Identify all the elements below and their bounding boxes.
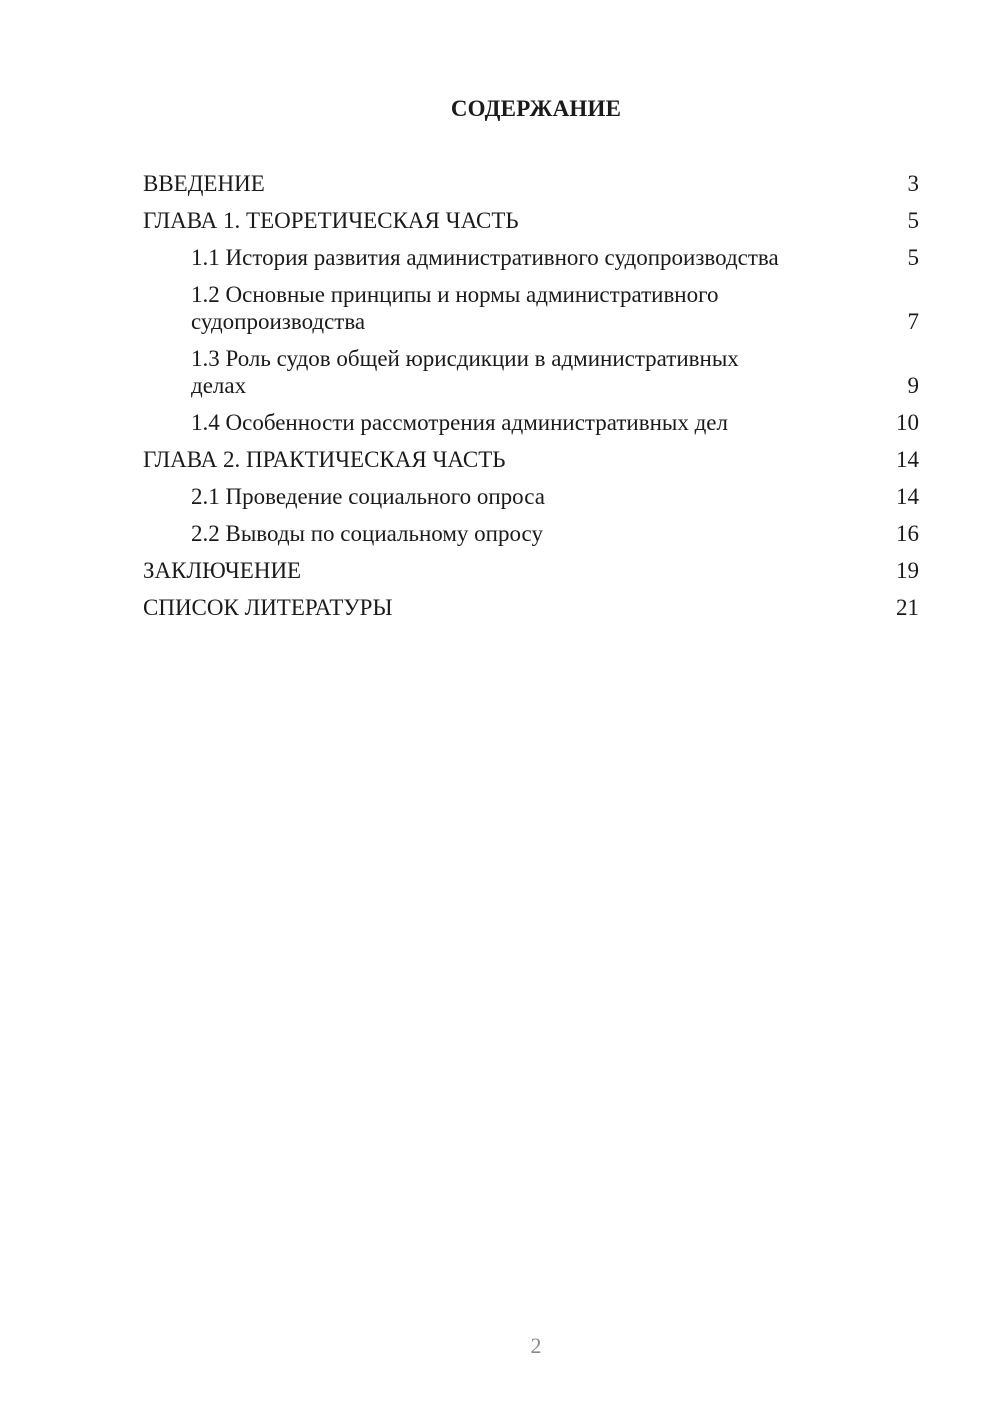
toc-entry-page: 14 xyxy=(896,447,919,472)
toc-entry-section-2-2[interactable] xyxy=(143,520,919,547)
toc-entry-page: 19 xyxy=(896,558,919,583)
toc-entry-page: 21 xyxy=(896,595,919,620)
toc-entry-page: 16 xyxy=(896,521,919,546)
toc-entry-references[interactable] xyxy=(143,594,919,621)
table-of-contents xyxy=(143,170,919,631)
toc-entry-introduction[interactable] xyxy=(143,170,919,197)
toc-entry-label: 2.2 Выводы по социальному опросу xyxy=(191,521,543,546)
page-title: СОДЕРЖАНИЕ xyxy=(450,96,622,121)
toc-entry-chapter-1[interactable] xyxy=(143,207,919,234)
toc-entry-page: 14 xyxy=(896,484,919,509)
toc-entry-label: ВВЕДЕНИЕ xyxy=(143,171,265,196)
toc-entry-section-2-1[interactable] xyxy=(143,483,919,510)
toc-entry-label: 1.1 История развития административного судопроизводства xyxy=(191,245,779,270)
toc-entry-label: ГЛАВА 1. ТЕОРЕТИЧЕСКАЯ ЧАСТЬ xyxy=(143,208,519,233)
toc-entry-label: СПИСОК ЛИТЕРАТУРЫ xyxy=(143,595,393,620)
toc-entry-label: 1.2 Основные принципы и нормы административного судопроизводства xyxy=(191,282,719,334)
toc-entry-section-1-3[interactable] xyxy=(143,345,919,399)
page-number: 2 xyxy=(530,1333,542,1358)
toc-entry-conclusion[interactable] xyxy=(143,557,919,584)
toc-entry-label: 1.3 Роль судов общей юрисдикции в административных делах xyxy=(191,346,739,398)
toc-entry-page: 10 xyxy=(896,410,919,435)
toc-entry-label: ЗАКЛЮЧЕНИЕ xyxy=(143,558,302,583)
toc-entry-label: ГЛАВА 2. ПРАКТИЧЕСКАЯ ЧАСТЬ xyxy=(143,447,506,472)
toc-entry-chapter-2[interactable] xyxy=(143,446,919,473)
toc-entry-label: 1.4 Особенности рассмотрения административных дел xyxy=(191,410,728,435)
toc-entry-page: 7 xyxy=(907,309,919,334)
toc-entry-section-1-4[interactable] xyxy=(143,409,919,436)
toc-entry-page: 5 xyxy=(907,245,919,270)
toc-entry-section-1-1[interactable] xyxy=(143,244,919,271)
toc-entry-page: 5 xyxy=(907,208,919,233)
toc-entry-label: 2.1 Проведение социального опроса xyxy=(191,484,545,509)
toc-entry-page: 9 xyxy=(907,373,919,398)
toc-entry-page: 3 xyxy=(907,171,919,196)
toc-entry-section-1-2[interactable] xyxy=(143,281,919,335)
